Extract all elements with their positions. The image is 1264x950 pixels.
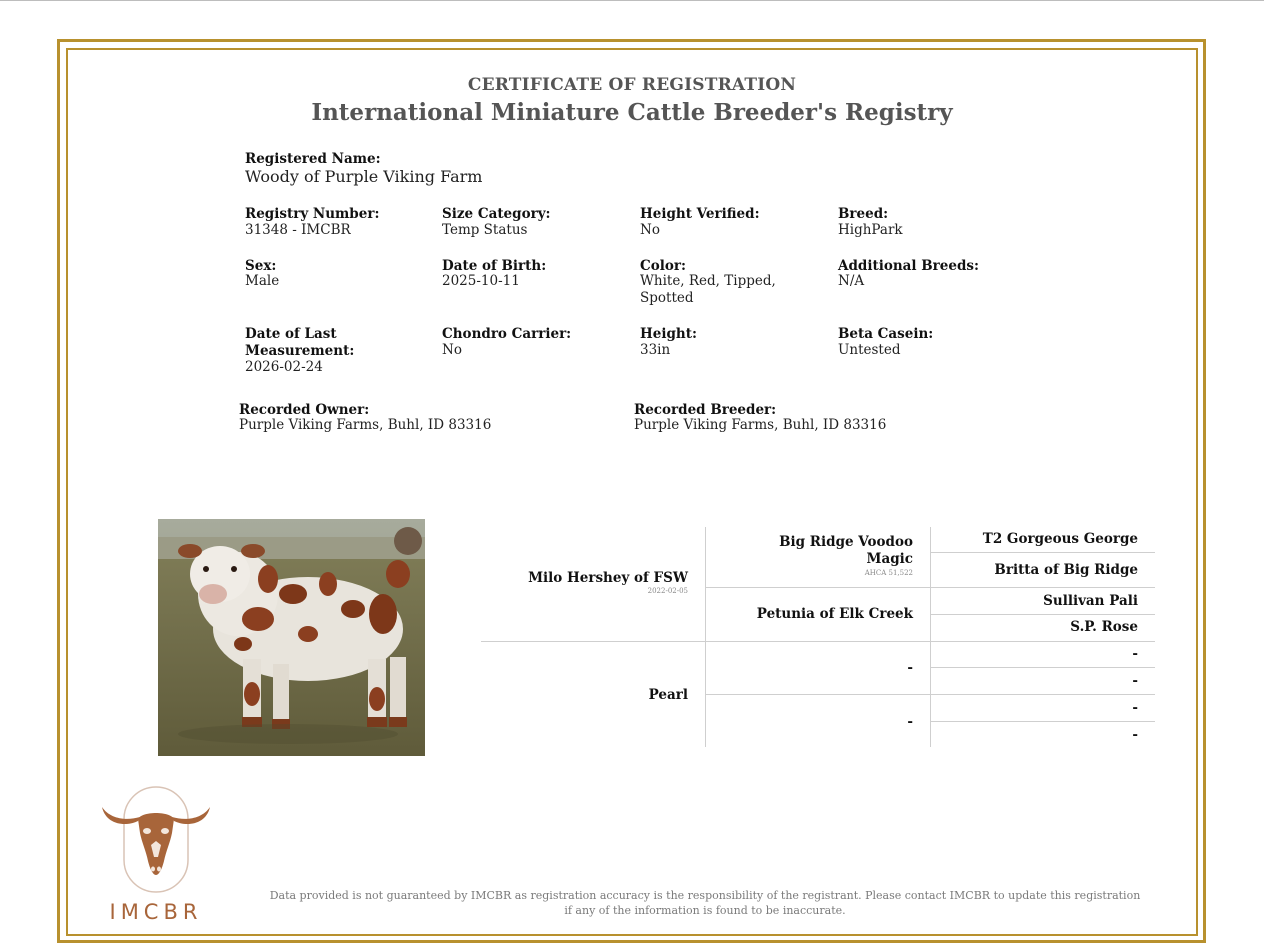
beta-casein-label: Beta Casein: — [838, 326, 934, 342]
recorded-breeder-value: Purple Viking Farms, Buhl, ID 83316 — [634, 417, 887, 433]
additional-breeds-label: Additional Breeds: — [838, 258, 979, 274]
pedigree-sire-dam-name: Petunia of Elk Creek — [756, 606, 913, 622]
chondro-carrier-value: No — [442, 342, 462, 358]
pedigree-dds-name: - — [1132, 700, 1138, 716]
additional-breeds-value: N/A — [838, 273, 865, 289]
pedigree-sire-name: Milo Hershey of FSW — [528, 570, 688, 586]
pedigree-sire-sire-line2: Magic — [866, 551, 913, 567]
registry-number-label: Registry Number: — [245, 206, 380, 222]
pedigree-dam-sire-name: - — [907, 660, 913, 676]
pedigree-row-divider-1 — [930, 552, 1155, 553]
color-value-line1: White, Red, Tipped, — [640, 273, 776, 289]
pedigree-row-divider-2 — [930, 614, 1155, 615]
height-value: 33in — [640, 342, 671, 358]
pedigree-sire-sire-reg: AHCA 51,522 — [864, 569, 913, 577]
date-of-birth-value: 2025-10-11 — [442, 273, 520, 289]
pedigree-ssd-name: Britta of Big Ridge — [994, 562, 1138, 578]
registered-name-value: Woody of Purple Viking Farm — [245, 167, 483, 186]
animal-photo — [158, 519, 425, 756]
certificate-title: International Miniature Cattle Breeder's Registry — [311, 99, 953, 126]
height-verified-value: No — [640, 222, 660, 238]
breed-label: Breed: — [838, 206, 889, 222]
pedigree-dss-name: - — [1132, 646, 1138, 662]
pedigree-sdd-name: S.P. Rose — [1070, 619, 1138, 635]
registered-name-label: Registered Name: — [245, 151, 381, 167]
pedigree-row-divider-4 — [930, 721, 1155, 722]
bull-skull-icon — [96, 785, 216, 925]
certificate-subtitle: CERTIFICATE OF REGISTRATION — [467, 75, 797, 95]
beta-casein-value: Untested — [838, 342, 901, 358]
recorded-breeder-label: Recorded Breeder: — [634, 402, 777, 418]
pedigree-sire-sire-line1: Big Ridge Voodoo — [779, 534, 913, 550]
recorded-owner-label: Recorded Owner: — [239, 402, 370, 418]
disclaimer — [225, 888, 1185, 918]
color-value-line2: Spotted — [640, 290, 694, 306]
pedigree-sire-date: 2022-02-05 — [647, 587, 688, 595]
sex-label: Sex: — [245, 258, 277, 274]
recorded-owner-value: Purple Viking Farms, Buhl, ID 83316 — [239, 417, 492, 433]
calf-illustration — [158, 519, 425, 756]
top-divider — [0, 0, 1264, 1]
pedigree-sire-dam-divider — [481, 641, 1155, 642]
breed-value: HighPark — [838, 222, 903, 238]
pedigree-dam-name: Pearl — [648, 687, 688, 703]
date-of-birth-label: Date of Birth: — [442, 258, 547, 274]
pedigree-sss-name: T2 Gorgeous George — [982, 531, 1138, 547]
pedigree-dam-split — [705, 694, 1155, 695]
pedigree-sire-split — [705, 587, 1155, 588]
registry-number-value: 31348 - IMCBR — [245, 222, 351, 238]
size-category-label: Size Category: — [442, 206, 551, 222]
pedigree-row-divider-3 — [930, 667, 1155, 668]
pedigree-dam-dam-name: - — [907, 714, 913, 730]
disclaimer-line2: if any of the information is found to be inaccurate. — [564, 904, 846, 917]
date-last-measurement-label-line1: Date of Last — [245, 326, 337, 342]
logo-text: IMCBR — [109, 900, 203, 924]
height-verified-label: Height Verified: — [640, 206, 760, 222]
date-last-measurement-label-line2: Measurement: — [245, 343, 355, 359]
certificate-frame-inner — [66, 48, 1198, 936]
date-last-measurement-value: 2026-02-24 — [245, 359, 323, 375]
sex-value: Male — [245, 273, 280, 289]
chondro-carrier-label: Chondro Carrier: — [442, 326, 572, 342]
color-label: Color: — [640, 258, 686, 274]
size-category-value: Temp Status — [442, 222, 528, 238]
pedigree-sds-name: Sullivan Pali — [1043, 593, 1138, 609]
imcbr-logo — [96, 785, 216, 925]
height-label: Height: — [640, 326, 697, 342]
pedigree-dsd-name: - — [1132, 673, 1138, 689]
pedigree-ddd-name: - — [1132, 727, 1138, 743]
disclaimer-line1: Data provided is not guaranteed by IMCBR as registration accuracy is the responsibility of the registrant. Please contact IMCBR to update this registration — [269, 889, 1141, 902]
